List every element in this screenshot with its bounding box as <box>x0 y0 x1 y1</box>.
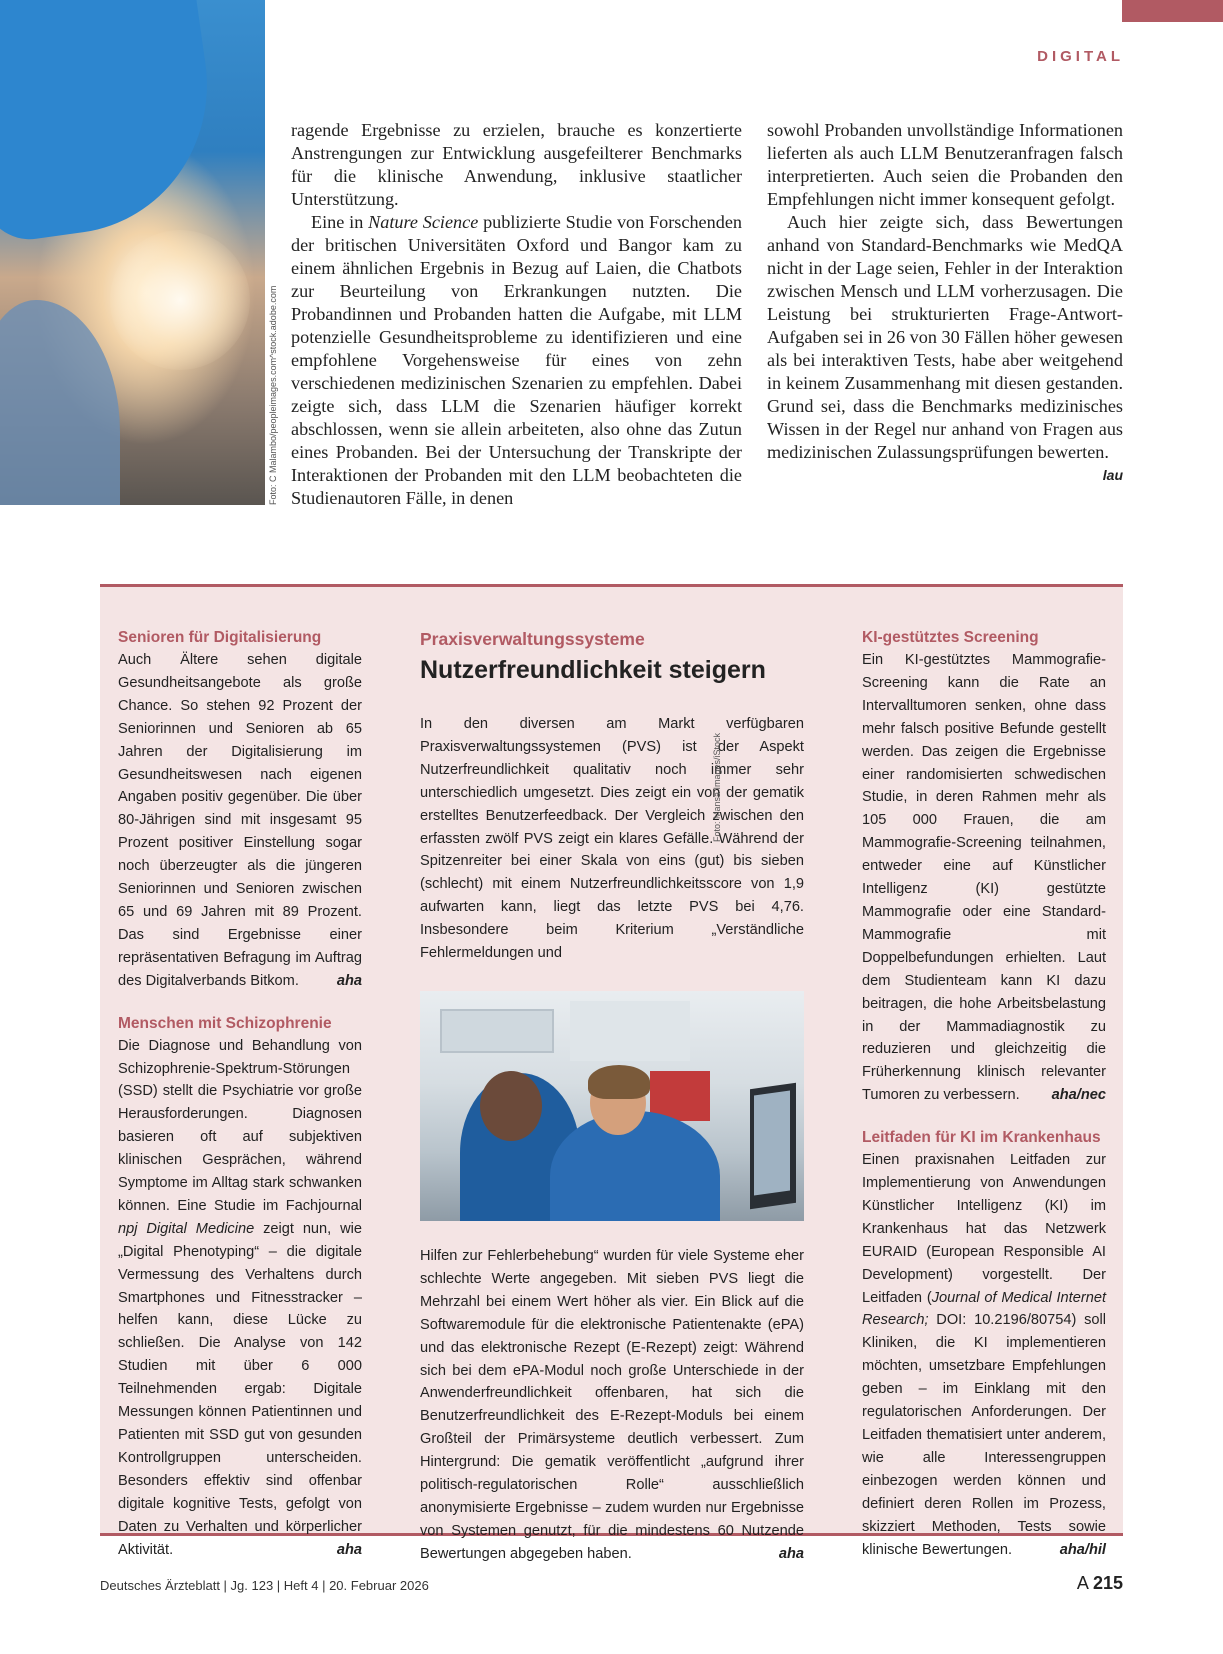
text-span: Hilfen zur Fehlerbehebung“ wurden für viele Systeme eher schlechte Werte angegeben. Mit sieben PVS liegt die Mehrzahl bei einem Wert höher als vier. Ein Blick auf die Softwaremodule für die elektronische Patientenakte (ePA) und das elektronische Rezept (E-Rezept) zeigt: Während sich bei dem ePA-Modul noch große Unterschiede in der Anwenderfreundlichkeit offenbaren, hat sich die Benutzerfreundlichkeit des E-Rezept-Moduls bei einem Großteil der Primärsysteme deutlich verbessert. Zum Hintergrund: Die gematik veröffentlicht „aufgrund ihrer politisch-regulatorischen Rolle“ ausschließlich anonymisierte Ergebnisse – zudem wurden nur Ergebnisse von Systemen genutzt, für die mindestens 60 Nutzende Bewertungen abgegeben haben. <box>420 1247 804 1562</box>
text-span: Einen praxisnahen Leitfaden zur Implementierung von Anwendungen Künstlicher Intelligenz (KI) im Krankenhaus hat das Netzwerk EURAID (European Responsible AI Development) vorgestellt. Der Leitfaden ( <box>862 1152 1106 1306</box>
article-kicker: Praxisverwaltungssysteme <box>420 629 645 649</box>
article-paragraph: ragende Ergebnisse zu erzielen, brauche es konzertierte Anstrengungen zur Entwicklung ausgefeilterer Benchmarks für die klinische Anwendung, inklusive staatlicher Unterstützung. <box>291 120 742 209</box>
author-signature: aha <box>336 972 362 989</box>
article-paragraph: sowohl Probanden unvollständige Informationen lieferten als auch LLM Benutzeranfragen falsch interpretierten. Auch seien die Probanden den Empfehlungen nicht immer konsequent gefolgt. <box>767 120 1123 209</box>
journal-name: Nature Science <box>368 212 479 232</box>
box-column-center <box>420 627 804 1566</box>
photo-nurses-at-monitor <box>420 991 804 1221</box>
text-span: Ein KI-gestütztes Mammografie-Screening kann die Rate an Intervalltumoren senken, ohne dass mehr falsch positive Befunde gestellt werden. Das zeigen die Ergebnisse einer randomisierten schwedischen Studie, in deren Rahmen mehr als 105 000 Frauen, die am Mammografie-Screening teilnahmen, entweder eine auf Künstlicher Intelligenz (KI) gestützte Mammografie oder eine Standard-Mammografie mit Doppelbefundungen erhielten. Laut dem Studienteam kann KI dazu beitragen, die hohe Arbeitsbelastung in der Mammadiagnostik zu reduzieren und gleichzeitig die Früherkennung klinisch relevanter Tumoren zu verbessern. <box>862 652 1106 1104</box>
page-number-value: 215 <box>1092 1573 1123 1593</box>
author-signature: aha/nec <box>1051 1087 1106 1104</box>
page-number <box>1077 1573 1123 1594</box>
photo-doctor-with-light <box>0 0 265 505</box>
article-paragraph <box>291 211 742 510</box>
author-signature: lau <box>1102 467 1123 483</box>
footer-citation: Deutsches Ärzteblatt | Jg. 123 | Heft 4 | 20. Februar 2026 <box>100 1578 429 1593</box>
article-paragraph <box>767 211 1123 483</box>
news-item-text <box>862 1149 1106 1561</box>
article-headline: Nutzerfreundlichkeit steigern <box>420 656 766 684</box>
author-signature: aha <box>336 1541 362 1558</box>
photo-credit-center: Foto: Mansa Images/iStock <box>712 732 722 842</box>
photo-monitor-screen <box>754 1090 790 1195</box>
article-column-b <box>767 119 1123 487</box>
journal-name: Journal of Medical Internet Research; <box>862 1289 1106 1329</box>
text-span: publizierte Studie von Forschenden der britischen Universitäten Oxford und Bangor kam zu einem ähnlichen Ergebnis in Bezug auf Laien, die Chatbots zur Beurteilung von Erkrankungen nutzten. Die Probandinnen und Probanden hatten die Aufgabe, mit LLM potenzielle Gesundheitsprobleme zu identifizieren und eine empfohlene Vorgehensweise für eines von zehn verschiedenen medizinischen Szenarien zu empfehlen. Dabei zeigte sich, dass LLM die Szenarien häufiger korrekt abschlossen, wenn sie allein arbeiteten, also ohne das Zutun eines Probanden. Bei der Untersuchung der Transkripte der Interaktionen der Probanden mit den LLM beobachteten die Studienautoren Fälle, in denen <box>291 212 742 508</box>
author-signature: aha/hil <box>1059 1541 1106 1558</box>
page-prefix: A <box>1076 1573 1088 1593</box>
text-span: zeigt nun, wie „Digital Phenotyping“ – die digitale Vermessung des Verhaltens durch Smartphones und Fitnesstracker – helfen kann, diese Lücke zu schließen. Die Analyse von 142 Studien mit über 6 000 Teilnehmenden ergab: Digitale Messungen können Patientinnen und Patienten mit SSD gut von gesunden Kontrollgruppen unterscheiden. Besonders effektiv sind offenbar digitale kognitive Tests, gefolgt von Daten zu Verhalten und körperlicher Aktivität. <box>118 1220 363 1558</box>
photo-credit-left: Foto: C Malambo/peopleimages.com^stock.adobe.com <box>268 285 278 505</box>
news-item-text <box>118 1035 362 1562</box>
photo-light-glow <box>110 230 250 370</box>
news-box <box>100 584 1123 1562</box>
top-accent-bar <box>1122 0 1223 22</box>
box-column-left <box>118 627 362 1561</box>
text-span: Auch hier zeigte sich, dass Bewertungen anhand von Standard-Benchmarks wie MedQA nicht in der Lage seien, Fehler in der Interaktion zwischen Mensch und LLM vorherzusagen. Die Leistung bei strukturierten Frage-Antwort-Aufgaben sei in 26 von 30 Fällen höher gewesen als bei interaktiven Tests, habe aber weitgehend in keinem Zusammenhang mit diesen gestanden. Grund sei, dass die Benchmarks medizinisches Wissen in der Regel nur anhand von Fragen aus medizinischen Zulassungsprüfungen bewerten. <box>767 212 1123 462</box>
journal-name: npj Digital Medicine <box>118 1220 255 1237</box>
photo-shadow-arm <box>0 300 120 505</box>
text-span: Die Diagnose und Behandlung von Schizophrenie-Spektrum-Störungen (SSD) stellt die Psychiatrie vor große Herausforderungen. Diagnosen basieren oft auf subjektiven klinischen Gesprächen, während Symptome im Alltag stark schwanken können. Eine Studie im Fachjournal <box>118 1037 362 1214</box>
photo-shelf <box>440 1009 554 1053</box>
photo-cabinet <box>570 1001 690 1061</box>
news-item-title: KI-gestütztes Screening <box>862 629 1039 646</box>
article-column-a <box>291 119 742 510</box>
article-text: In den diversen am Markt verfügbaren Praxisverwaltungssystemen (PVS) ist der Aspekt Nutzerfreundlichkeit qualitativ noch immer sehr unterschiedlich umgesetzt. Dies zeigt ein von der gematik erstelltes Benutzerfeedback. Der Vergleich zwischen den erfassten zwölf PVS zeigt ein klares Gefälle. Während der Spitzenreiter bei einer Skala von eins (gut) bis sieben (schlecht) mit einem Nutzerfreundlichkeitsscore von 1,9 aufwarten kann, liegt das letzte PVS bei 4,76. Insbesondere beim Kriterium „Verständliche Fehlermeldungen und <box>420 716 804 962</box>
text-span: DOI: 10.2196/80754) soll Kliniken, die KI implementieren möchten, umsetzbare Empfehlungen geben – im Einklang mit den regulatorischen Anforderungen. Der Leitfaden thematisiert unter anderem, wie alle Interessengruppen einbezogen werden können und definiert deren Rollen im Prozess, skizziert Methoden, Tests sowie klinische Bewertungen. <box>862 1312 1106 1558</box>
article-text <box>420 1245 804 1566</box>
photo-nurse-left-head <box>480 1071 542 1141</box>
text-span: Eine in <box>311 212 369 232</box>
news-item-text <box>862 649 1106 1107</box>
text-span: Auch Ältere sehen digitale Gesundheitsangebote als große Chance. So stehen 92 Prozent der Seniorinnen und Senioren ab 65 Jahren der Digitalisierung im Gesundheitswesen nach eigenen Angaben positiv gegenüber. Die über 80-Jährigen sind mit insgesamt 95 Prozent positiver Einstellung sogar noch überzeugter als die jüngeren Seniorinnen und Senioren zwischen 65 und 69 Jahren mit 89 Prozent. Das sind Ergebnisse einer repräsentativen Befragung im Auftrag des Digitalverbands Bitkom. <box>118 652 362 989</box>
photo-nurse-right-hair <box>588 1065 650 1099</box>
news-item-title: Menschen mit Schizophrenie <box>118 1014 332 1032</box>
section-label: DIGITAL <box>1037 48 1124 65</box>
photo-blue-sleeve <box>0 0 226 245</box>
news-item-title: Senioren für Digitalisierung <box>118 629 322 646</box>
news-item-text <box>118 649 362 993</box>
author-signature: aha <box>778 1545 804 1562</box>
news-item-title: Leitfaden für KI im Krankenhaus <box>862 1129 1101 1147</box>
box-column-right <box>862 627 1106 1561</box>
